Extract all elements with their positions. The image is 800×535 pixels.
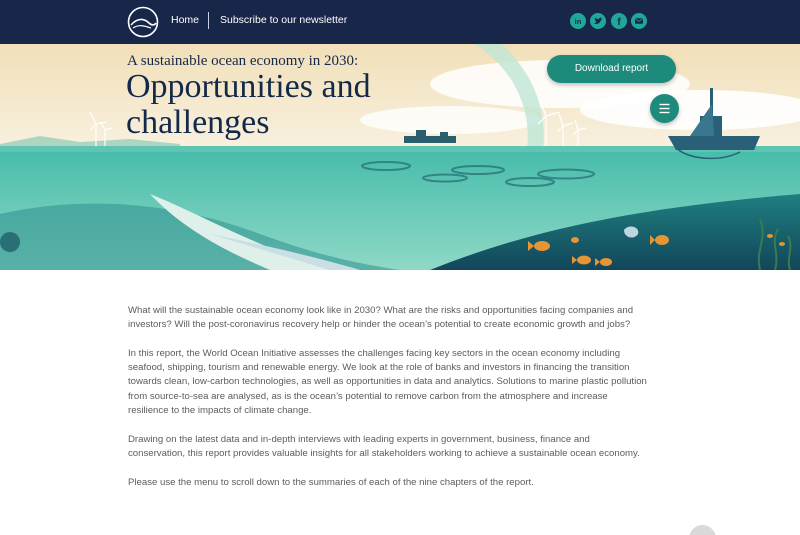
nav-divider bbox=[208, 12, 209, 29]
menu-button[interactable] bbox=[650, 94, 679, 123]
intro-paragraph: Please use the menu to scroll down to the summaries of each of the nine chapters of the report. bbox=[128, 476, 534, 488]
download-report-button[interactable]: Download report bbox=[547, 55, 676, 83]
hero-kicker: A sustainable ocean economy in 2030: bbox=[127, 53, 359, 69]
intro-paragraph: In this report, the World Ocean Initiative assesses the challenges facing key sectors in the ocean economy including seafood, shipping, tourism and renewable energy. We look at the role of banks and investors in financing the transition towards clean, low-carbon technologies, as well as opportunities in data and analytics. Solutions to marine plastic pollution from source-to-sea are analysed, as is the ocean’s potential to remove carbon from the atmosphere and increase resilience to the impacts of climate change. bbox=[128, 347, 647, 417]
linkedin-icon[interactable] bbox=[570, 13, 586, 29]
facebook-icon[interactable] bbox=[611, 13, 627, 29]
top-navigation-bar bbox=[0, 0, 800, 44]
intro-paragraph: Drawing on the latest data and in-depth interviews with leading experts in government, business, finance and conservation, this report provides valuable insights for all stakeholders working to achieve a sustainable ocean economy. bbox=[128, 433, 640, 459]
scroll-up-button[interactable] bbox=[689, 525, 716, 535]
twitter-icon[interactable] bbox=[590, 13, 606, 29]
nav-subscribe-link[interactable]: Subscribe to our newsletter bbox=[220, 14, 348, 26]
hamburger-icon bbox=[650, 94, 679, 123]
ocean-logo-icon[interactable] bbox=[127, 6, 159, 38]
hero-banner bbox=[0, 44, 800, 270]
intro-text bbox=[128, 304, 648, 504]
nav-home-link[interactable]: Home bbox=[171, 14, 200, 26]
intro-paragraph: What will the sustainable ocean economy look like in 2030? What are the risks and opportunities facing companies and investors? Will the post-coronavirus recovery help or hinder the ocean’s potential to create economic growth and jobs? bbox=[128, 305, 634, 331]
email-icon[interactable] bbox=[631, 13, 647, 29]
svg-text:in: in bbox=[574, 17, 582, 26]
page-title: Opportunities and challenges bbox=[126, 68, 371, 141]
svg-text:f: f bbox=[617, 17, 621, 28]
